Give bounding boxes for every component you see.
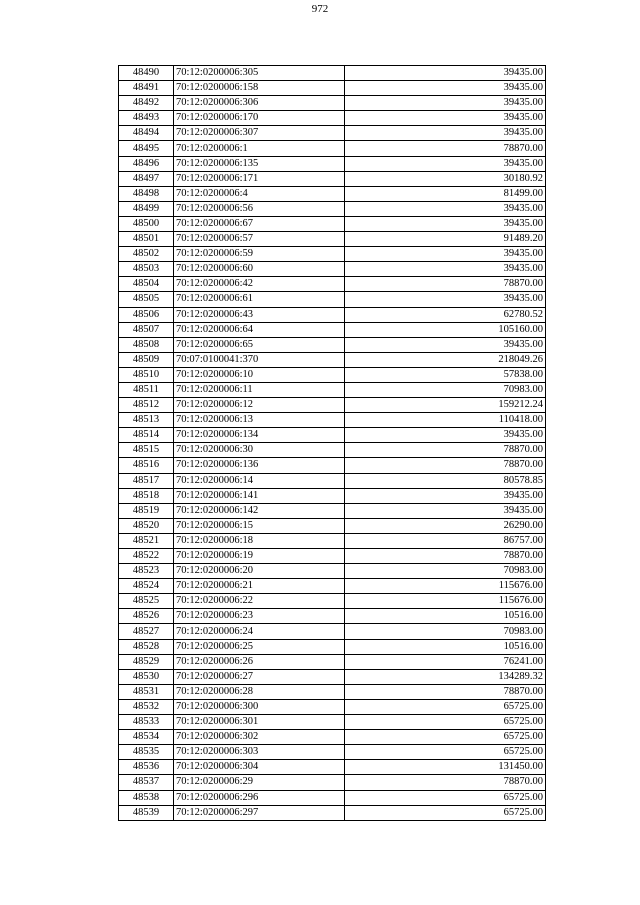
row-number-cell: 48536 [119, 760, 174, 775]
amount-cell: 62780.52 [345, 307, 546, 322]
cadastral-number-cell: 70:12:0200006:19 [174, 549, 345, 564]
row-number-cell: 48498 [119, 186, 174, 201]
amount-cell: 39435.00 [345, 111, 546, 126]
amount-cell: 39435.00 [345, 337, 546, 352]
cadastral-number-cell: 70:07:0100041:370 [174, 352, 345, 367]
row-number-cell: 48538 [119, 790, 174, 805]
table-row [119, 337, 546, 352]
row-number-cell: 48535 [119, 745, 174, 760]
amount-cell: 91489.20 [345, 232, 546, 247]
amount-cell: 39435.00 [345, 247, 546, 262]
amount-cell: 78870.00 [345, 141, 546, 156]
amount-cell: 26290.00 [345, 518, 546, 533]
row-number-cell: 48495 [119, 141, 174, 156]
row-number-cell: 48519 [119, 503, 174, 518]
row-number-cell: 48500 [119, 216, 174, 231]
table-row [119, 322, 546, 337]
cadastral-number-cell: 70:12:0200006:134 [174, 428, 345, 443]
row-number-cell: 48528 [119, 639, 174, 654]
row-number-cell: 48504 [119, 277, 174, 292]
row-number-cell: 48532 [119, 699, 174, 714]
row-number-cell: 48522 [119, 549, 174, 564]
amount-cell: 39435.00 [345, 66, 546, 81]
row-number-cell: 48497 [119, 171, 174, 186]
cadastral-number-cell: 70:12:0200006:171 [174, 171, 345, 186]
cadastral-number-cell: 70:12:0200006:135 [174, 156, 345, 171]
amount-cell: 39435.00 [345, 96, 546, 111]
cadastral-number-cell: 70:12:0200006:43 [174, 307, 345, 322]
cadastral-number-cell: 70:12:0200006:30 [174, 443, 345, 458]
row-number-cell: 48523 [119, 564, 174, 579]
table-row [119, 156, 546, 171]
amount-cell: 65725.00 [345, 730, 546, 745]
amount-cell: 78870.00 [345, 277, 546, 292]
amount-cell: 65725.00 [345, 790, 546, 805]
cadastral-number-cell: 70:12:0200006:136 [174, 458, 345, 473]
amount-cell: 110418.00 [345, 413, 546, 428]
row-number-cell: 48509 [119, 352, 174, 367]
table-row [119, 533, 546, 548]
table-row [119, 216, 546, 231]
row-number-cell: 48501 [119, 232, 174, 247]
table-row [119, 277, 546, 292]
table-row [119, 126, 546, 141]
row-number-cell: 48492 [119, 96, 174, 111]
cadastral-number-cell: 70:12:0200006:42 [174, 277, 345, 292]
table-row [119, 111, 546, 126]
cadastral-number-cell: 70:12:0200006:28 [174, 684, 345, 699]
cadastral-number-cell: 70:12:0200006:300 [174, 699, 345, 714]
row-number-cell: 48511 [119, 382, 174, 397]
row-number-cell: 48513 [119, 413, 174, 428]
row-number-cell: 48491 [119, 81, 174, 96]
row-number-cell: 48515 [119, 443, 174, 458]
amount-cell: 30180.92 [345, 171, 546, 186]
row-number-cell: 48533 [119, 715, 174, 730]
amount-cell: 39435.00 [345, 262, 546, 277]
row-number-cell: 48503 [119, 262, 174, 277]
row-number-cell: 48516 [119, 458, 174, 473]
cadastral-number-cell: 70:12:0200006:29 [174, 775, 345, 790]
row-number-cell: 48506 [119, 307, 174, 322]
row-number-cell: 48537 [119, 775, 174, 790]
table-row [119, 382, 546, 397]
cadastral-number-cell: 70:12:0200006:65 [174, 337, 345, 352]
cadastral-number-cell: 70:12:0200006:296 [174, 790, 345, 805]
table-row [119, 66, 546, 81]
cadastral-number-cell: 70:12:0200006:26 [174, 654, 345, 669]
table-row [119, 609, 546, 624]
table-row [119, 564, 546, 579]
row-number-cell: 48502 [119, 247, 174, 262]
row-number-cell: 48520 [119, 518, 174, 533]
table-row [119, 639, 546, 654]
table-row [119, 594, 546, 609]
table-body [119, 66, 546, 821]
amount-cell: 39435.00 [345, 428, 546, 443]
cadastral-number-cell: 70:12:0200006:27 [174, 669, 345, 684]
table-row [119, 669, 546, 684]
row-number-cell: 48496 [119, 156, 174, 171]
table-row [119, 367, 546, 382]
cadastral-number-cell: 70:12:0200006:14 [174, 473, 345, 488]
table-row [119, 624, 546, 639]
amount-cell: 70983.00 [345, 382, 546, 397]
table-row [119, 443, 546, 458]
amount-cell: 81499.00 [345, 186, 546, 201]
cadastral-number-cell: 70:12:0200006:1 [174, 141, 345, 156]
cadastral-number-cell: 70:12:0200006:25 [174, 639, 345, 654]
cadastral-number-cell: 70:12:0200006:24 [174, 624, 345, 639]
table-row [119, 473, 546, 488]
amount-cell: 218049.26 [345, 352, 546, 367]
row-number-cell: 48493 [119, 111, 174, 126]
table-row [119, 247, 546, 262]
cadastral-number-cell: 70:12:0200006:158 [174, 81, 345, 96]
table-row [119, 232, 546, 247]
table-row [119, 186, 546, 201]
table-row [119, 171, 546, 186]
cadastral-number-cell: 70:12:0200006:304 [174, 760, 345, 775]
cadastral-number-cell: 70:12:0200006:10 [174, 367, 345, 382]
row-number-cell: 48512 [119, 398, 174, 413]
amount-cell: 70983.00 [345, 624, 546, 639]
cadastral-number-cell: 70:12:0200006:301 [174, 715, 345, 730]
cadastral-number-cell: 70:12:0200006:60 [174, 262, 345, 277]
cadastral-number-cell: 70:12:0200006:22 [174, 594, 345, 609]
page-number: 972 [311, 3, 329, 15]
row-number-cell: 48526 [119, 609, 174, 624]
table-row [119, 684, 546, 699]
table-row [119, 579, 546, 594]
cadastral-number-cell: 70:12:0200006:303 [174, 745, 345, 760]
table-row [119, 458, 546, 473]
table-row [119, 96, 546, 111]
table-row [119, 262, 546, 277]
row-number-cell: 48525 [119, 594, 174, 609]
row-number-cell: 48531 [119, 684, 174, 699]
row-number-cell: 48529 [119, 654, 174, 669]
row-number-cell: 48534 [119, 730, 174, 745]
amount-cell: 131450.00 [345, 760, 546, 775]
table-row [119, 141, 546, 156]
amount-cell: 57838.00 [345, 367, 546, 382]
data-table [118, 65, 546, 821]
amount-cell: 65725.00 [345, 745, 546, 760]
amount-cell: 80578.85 [345, 473, 546, 488]
cadastral-number-cell: 70:12:0200006:64 [174, 322, 345, 337]
table-row [119, 760, 546, 775]
cadastral-number-cell: 70:12:0200006:59 [174, 247, 345, 262]
cadastral-number-cell: 70:12:0200006:18 [174, 533, 345, 548]
table-row [119, 292, 546, 307]
table-row [119, 805, 546, 820]
row-number-cell: 48527 [119, 624, 174, 639]
amount-cell: 39435.00 [345, 292, 546, 307]
amount-cell: 115676.00 [345, 579, 546, 594]
table-row [119, 488, 546, 503]
amount-cell: 65725.00 [345, 715, 546, 730]
cadastral-number-cell: 70:12:0200006:11 [174, 382, 345, 397]
amount-cell: 76241.00 [345, 654, 546, 669]
row-number-cell: 48510 [119, 367, 174, 382]
table-row [119, 352, 546, 367]
cadastral-number-cell: 70:12:0200006:170 [174, 111, 345, 126]
cadastral-number-cell: 70:12:0200006:4 [174, 186, 345, 201]
row-number-cell: 48530 [119, 669, 174, 684]
amount-cell: 86757.00 [345, 533, 546, 548]
table-row [119, 745, 546, 760]
table-row [119, 503, 546, 518]
table-row [119, 775, 546, 790]
amount-cell: 39435.00 [345, 201, 546, 216]
cadastral-number-cell: 70:12:0200006:56 [174, 201, 345, 216]
table-row [119, 398, 546, 413]
row-number-cell: 48508 [119, 337, 174, 352]
amount-cell: 134289.32 [345, 669, 546, 684]
amount-cell: 65725.00 [345, 699, 546, 714]
table-row [119, 413, 546, 428]
table-row [119, 730, 546, 745]
amount-cell: 10516.00 [345, 639, 546, 654]
cadastral-number-cell: 70:12:0200006:23 [174, 609, 345, 624]
row-number-cell: 48521 [119, 533, 174, 548]
table-row [119, 715, 546, 730]
cadastral-number-cell: 70:12:0200006:297 [174, 805, 345, 820]
table-row [119, 81, 546, 96]
amount-cell: 159212.24 [345, 398, 546, 413]
cadastral-number-cell: 70:12:0200006:20 [174, 564, 345, 579]
amount-cell: 70983.00 [345, 564, 546, 579]
table-row [119, 201, 546, 216]
cadastral-number-cell: 70:12:0200006:142 [174, 503, 345, 518]
table-row [119, 307, 546, 322]
row-number-cell: 48499 [119, 201, 174, 216]
amount-cell: 78870.00 [345, 443, 546, 458]
cadastral-number-cell: 70:12:0200006:307 [174, 126, 345, 141]
amount-cell: 39435.00 [345, 488, 546, 503]
amount-cell: 10516.00 [345, 609, 546, 624]
table-row [119, 699, 546, 714]
cadastral-number-cell: 70:12:0200006:67 [174, 216, 345, 231]
cadastral-number-cell: 70:12:0200006:306 [174, 96, 345, 111]
row-number-cell: 48524 [119, 579, 174, 594]
table-row [119, 790, 546, 805]
row-number-cell: 48494 [119, 126, 174, 141]
amount-cell: 65725.00 [345, 805, 546, 820]
amount-cell: 78870.00 [345, 775, 546, 790]
table-row [119, 518, 546, 533]
amount-cell: 78870.00 [345, 684, 546, 699]
table-row [119, 549, 546, 564]
cadastral-number-cell: 70:12:0200006:15 [174, 518, 345, 533]
row-number-cell: 48505 [119, 292, 174, 307]
row-number-cell: 48507 [119, 322, 174, 337]
row-number-cell: 48539 [119, 805, 174, 820]
row-number-cell: 48514 [119, 428, 174, 443]
cadastral-number-cell: 70:12:0200006:302 [174, 730, 345, 745]
row-number-cell: 48490 [119, 66, 174, 81]
amount-cell: 78870.00 [345, 549, 546, 564]
amount-cell: 105160.00 [345, 322, 546, 337]
table-row [119, 654, 546, 669]
cadastral-number-cell: 70:12:0200006:12 [174, 398, 345, 413]
row-number-cell: 48517 [119, 473, 174, 488]
amount-cell: 39435.00 [345, 126, 546, 141]
amount-cell: 39435.00 [345, 156, 546, 171]
amount-cell: 115676.00 [345, 594, 546, 609]
amount-cell: 39435.00 [345, 216, 546, 231]
amount-cell: 39435.00 [345, 503, 546, 518]
cadastral-number-cell: 70:12:0200006:13 [174, 413, 345, 428]
cadastral-number-cell: 70:12:0200006:305 [174, 66, 345, 81]
amount-cell: 39435.00 [345, 81, 546, 96]
cadastral-number-cell: 70:12:0200006:141 [174, 488, 345, 503]
table-row [119, 428, 546, 443]
cadastral-number-cell: 70:12:0200006:21 [174, 579, 345, 594]
row-number-cell: 48518 [119, 488, 174, 503]
cadastral-number-cell: 70:12:0200006:61 [174, 292, 345, 307]
cadastral-number-cell: 70:12:0200006:57 [174, 232, 345, 247]
amount-cell: 78870.00 [345, 458, 546, 473]
